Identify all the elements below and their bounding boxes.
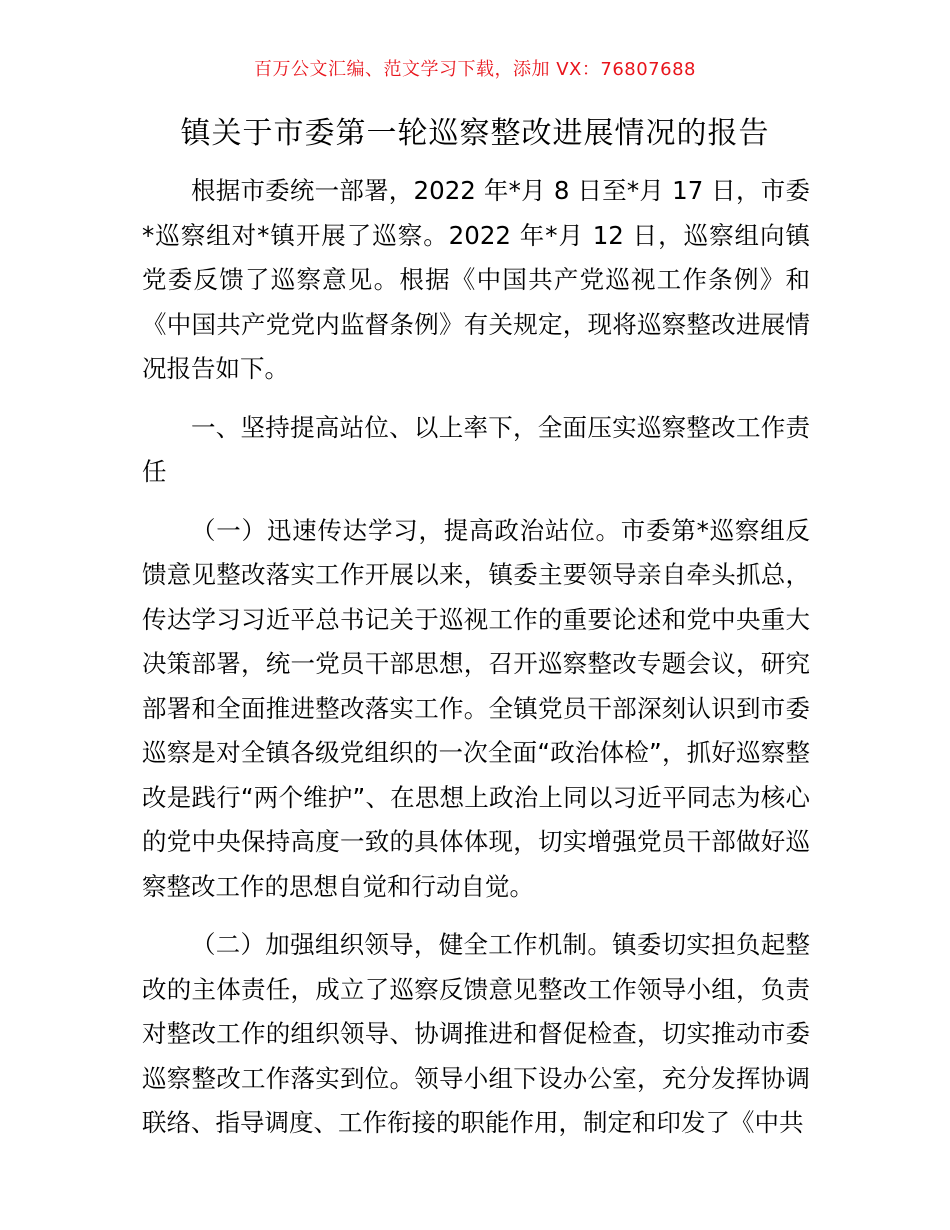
document-title: 镇关于市委第一轮巡察整改进展情况的报告 bbox=[180, 116, 770, 151]
watermark-header: 百万公文汇编、范文学习下载，添加 VX：76807688 bbox=[254, 59, 696, 80]
paragraph-intro: 根据市委统一部署，2022 年*月 8 日至*月 17 日，市委*巡察组对*镇开展了巡察。2022 年*月 12 日，巡察组向镇党委反馈了巡察意见。根据《中国共产党巡视工作条例》和《中国共产党党内监督条例》有关规定，现将巡察整改进展情况报告如下。 bbox=[142, 176, 810, 383]
paragraph-subsection-2: （二）加强组织领导，健全工作机制。镇委切实担负起整改的主体责任，成立了巡察反馈意见整改工作领导小组，负责对整改工作的组织领导、协调推进和督促检查，切实推动市委巡察整改工作落实到位。领导小组下设办公室，充分发挥协调联络、指导调度、工作衔接的职能作用，制定和印发了《中共 bbox=[142, 930, 810, 1137]
section-heading-1: 一、坚持提高站位、以上率下，全面压实巡察整改工作责任 bbox=[142, 412, 810, 486]
document-body bbox=[142, 169, 810, 1146]
paragraph-subsection-1: （一）迅速传达学习，提高政治站位。市委第*巡察组反馈意见整改落实工作开展以来，镇委主要领导亲自牵头抓总，传达学习习近平总书记关于巡视工作的重要论述和党中央重大决策部署，统一党员干部思想，召开巡察整改专题会议，研究部署和全面推进整改落实工作。全镇党员干部深刻认识到市委巡察是对全镇各级党组织的一次全面“政治体检”，抓好巡察整改是践行“两个维护”、在思想上政治上同以习近平同志为核心的党中央保持高度一致的具体体现，切实增强党员干部做好巡察整改工作的思想自觉和行动自觉。 bbox=[142, 515, 810, 901]
